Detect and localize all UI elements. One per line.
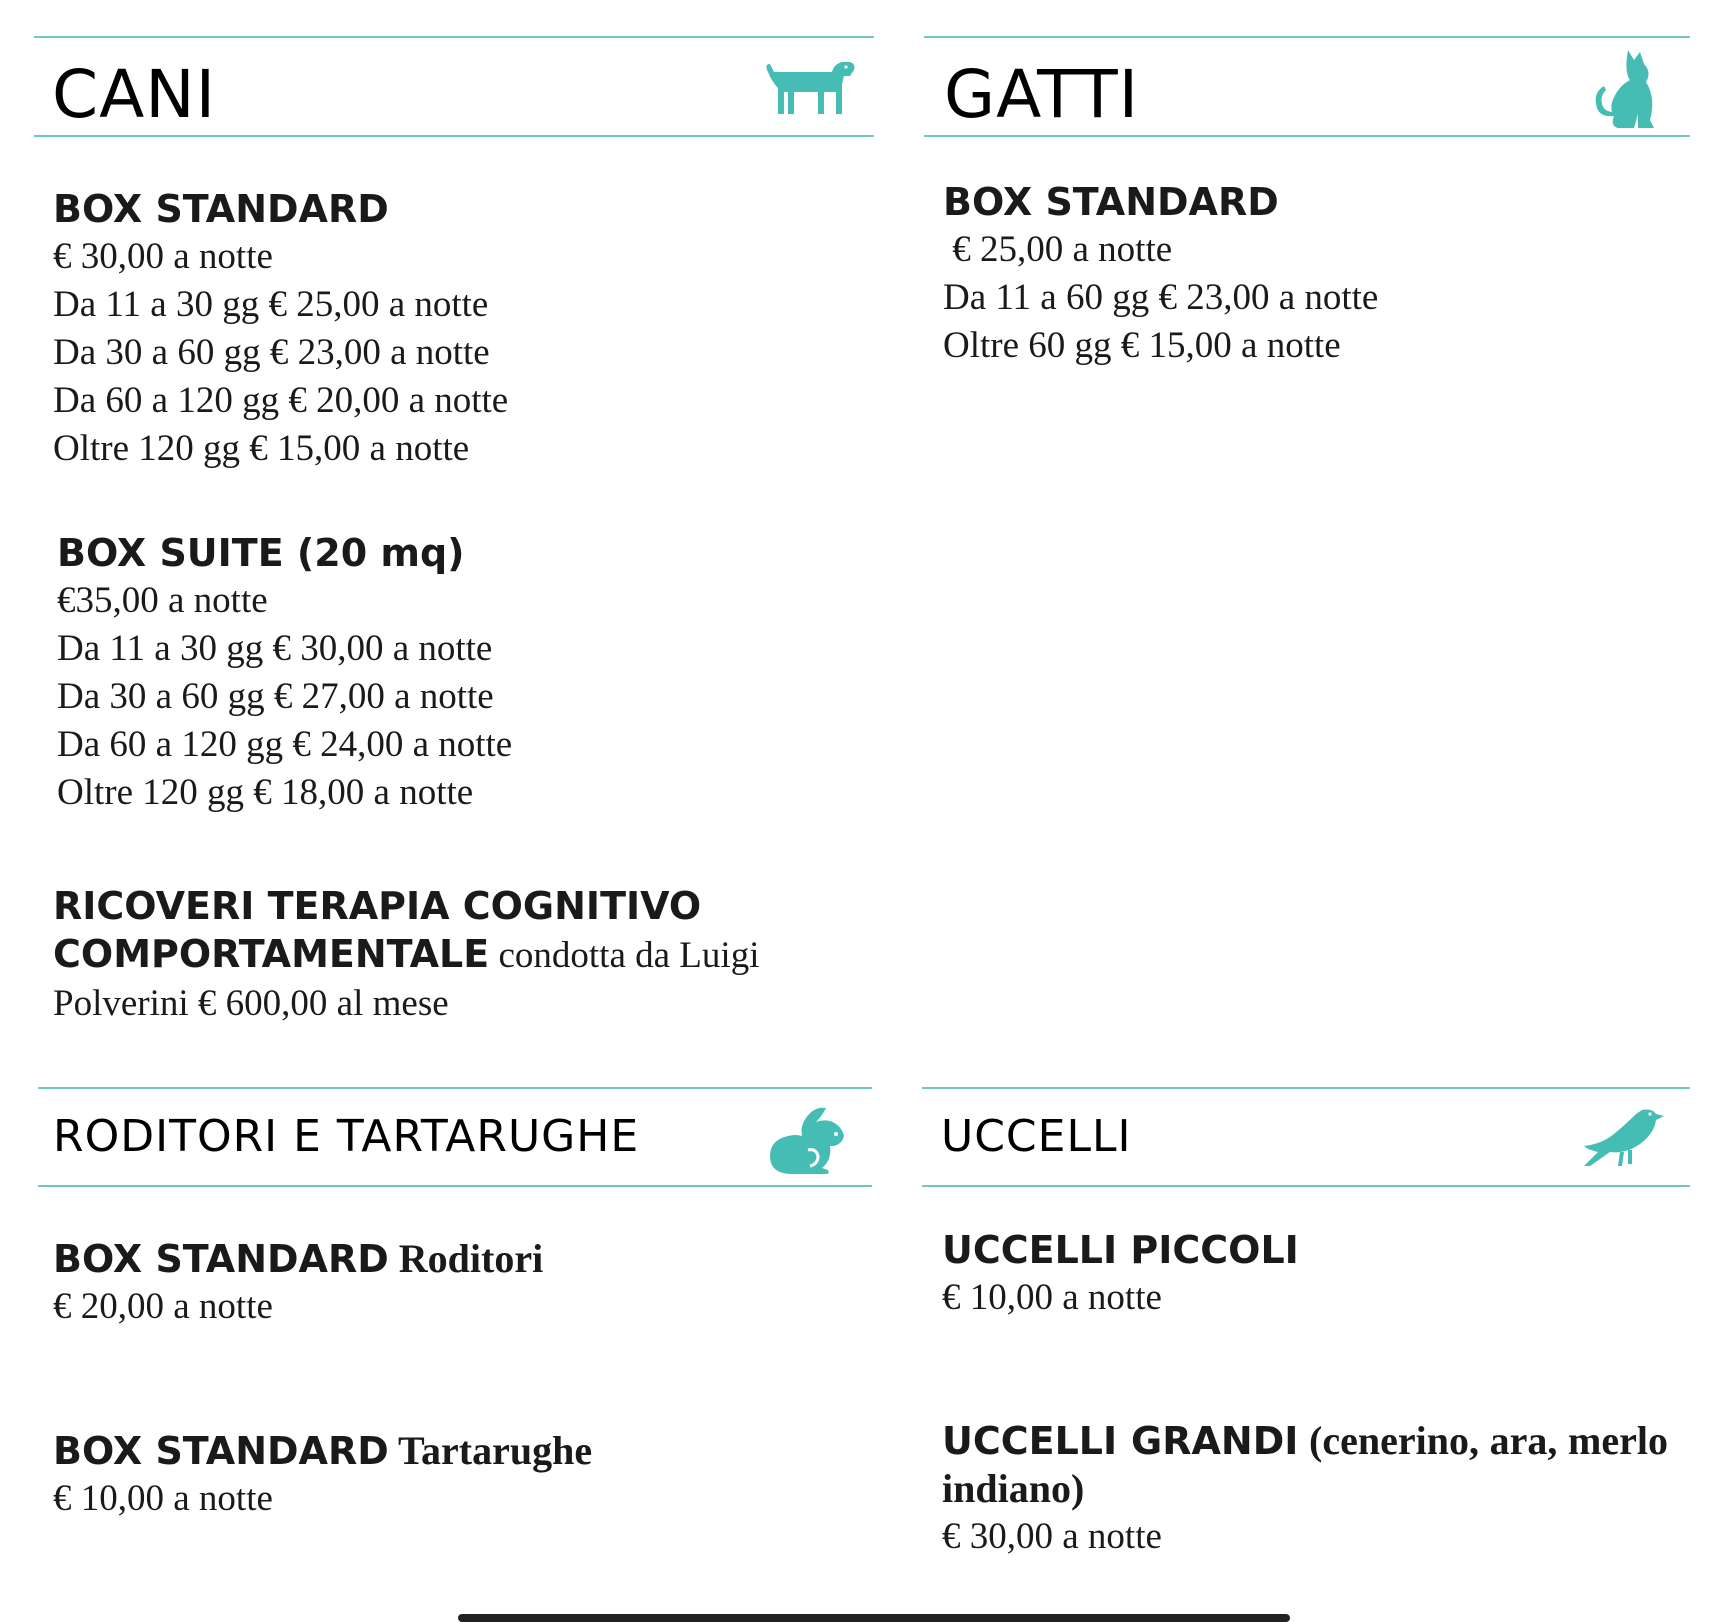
cani-box-standard [53,185,873,473]
cani-suite-line: Da 11 a 30 gg € 30,00 a notte [57,628,493,669]
dog-icon [764,58,856,120]
gatti-title: GATTI [944,56,1140,133]
cani-suite-line: €35,00 a notte [57,580,268,621]
cani-title: CANI [52,56,217,133]
bird-icon [1580,1104,1664,1172]
roditori-box-price: € 20,00 a notte [53,1286,273,1327]
uccelli-grandi-heading-sub: (cenerino, ara, merlo indiano) [942,1418,1668,1511]
cani-standard-line: Da 11 a 30 gg € 25,00 a notte [53,284,489,325]
uccelli-title: UCCELLI [941,1111,1132,1162]
gatti-standard-heading: BOX STANDARD [943,180,1279,224]
uccelli-grandi [942,1417,1668,1561]
uccelli-bottom-rule [922,1185,1690,1187]
uccelli-grandi-heading-main: UCCELLI GRANDI [942,1419,1299,1463]
cani-standard-heading: BOX STANDARD [53,187,389,231]
gatti-standard-line: € 25,00 a notte [943,229,1173,270]
tartarughe-box-heading-main: BOX STANDARD [53,1429,389,1473]
cani-box-suite [57,529,877,817]
gatti-standard-line: Oltre 60 gg € 15,00 a notte [943,325,1341,366]
roditori-box-heading-main: BOX STANDARD [53,1237,389,1281]
roditori-top-rule [38,1087,872,1089]
terapia-text-line3: Polverini € 600,00 al mese [53,983,449,1024]
roditori-bottom-rule [38,1185,872,1187]
cani-bottom-rule [34,135,874,137]
cani-standard-line: € 30,00 a notte [53,236,273,277]
terapia-heading-strong: COMPORTAMENTALE [53,932,490,976]
cani-standard-line: Da 30 a 60 gg € 23,00 a notte [53,332,490,373]
gatti-box-standard [943,178,1720,370]
uccelli-top-rule [922,1087,1690,1089]
terapia-heading-line2 [53,930,873,980]
roditori-box-heading-sub: Roditori [388,1236,544,1281]
roditori-box-heading [53,1235,873,1283]
uccelli-piccoli-heading: UCCELLI PICCOLI [942,1228,1299,1272]
cani-standard-line: Oltre 120 gg € 15,00 a notte [53,428,470,469]
cani-suite-line: Oltre 120 gg € 18,00 a notte [57,772,474,813]
roditori-box [53,1235,873,1331]
gatti-top-rule [924,36,1690,38]
roditori-title: RODITORI E TARTARUGHE [53,1111,640,1162]
uccelli-grandi-heading [942,1417,1668,1513]
tartarughe-box-heading [53,1427,873,1475]
tartarughe-box-price: € 10,00 a notte [53,1478,273,1519]
uccelli-grandi-price: € 30,00 a notte [942,1516,1162,1557]
rabbit-icon [766,1104,846,1176]
cani-suite-line: Da 30 a 60 gg € 27,00 a notte [57,676,494,717]
cani-suite-heading: BOX SUITE (20 mq) [57,531,465,575]
uccelli-piccoli-price: € 10,00 a notte [942,1277,1162,1318]
gatti-bottom-rule [924,135,1690,137]
cat-icon [1588,46,1660,132]
cani-terapia [53,882,873,1028]
cani-suite-line: Da 60 a 120 gg € 24,00 a notte [57,724,513,765]
tartarughe-box [53,1427,873,1523]
cani-standard-line: Da 60 a 120 gg € 20,00 a notte [53,380,509,421]
cani-top-rule [34,36,874,38]
terapia-heading-text: condotta da Luigi [489,935,760,976]
uccelli-piccoli [942,1226,1720,1322]
home-indicator[interactable] [458,1614,1290,1622]
terapia-heading-line1: RICOVERI TERAPIA COGNITIVO [53,884,702,928]
tartarughe-box-heading-sub: Tartarughe [388,1428,593,1473]
gatti-standard-line: Da 11 a 60 gg € 23,00 a notte [943,277,1379,318]
